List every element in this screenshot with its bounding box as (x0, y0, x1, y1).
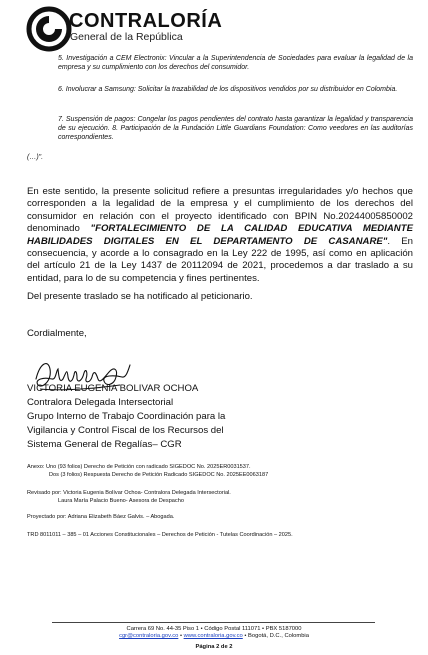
footer-separator: • (178, 633, 184, 639)
brand-subtitle: General de la República (70, 31, 183, 43)
footer-divider (52, 622, 375, 623)
quote-end: (…)". (27, 154, 44, 161)
footer-email-link[interactable]: cgr@contraloria.gov.co (119, 633, 179, 639)
anexo-line-2: Dos (3 folios) Respuesta Derecho de Petición Radicado SIGEDOC No. 2025EE0063187 (49, 472, 269, 478)
quote-item-5: 5. Investigación a CEM Electronix: Vincular a la Superintendencia de Sociedades para evaluar la legalidad de la empresa y su cumplimiento con los derechos del consumidor. (58, 55, 413, 71)
quote-item-6: 6. Involucrar a Samsung: Solicitar la trazabilidad de los dispositivos vendidos por su distribuidor en Colombia. (58, 86, 398, 93)
paragraph-main-start: En este sentido, la presente solicitud refiere a presuntas irregularidades y/o hechos que corresponden a la legalidad de la empresa y el cumplimiento de los derechos del consumidor en relación con el proyecto identificado con BPIN No.20244005850002 denominado (27, 186, 413, 235)
paragraph-main (27, 186, 413, 285)
signer-name: VICTORIA EUGENIA BOLIVAR OCHOA (27, 383, 199, 394)
footer-contact (0, 633, 428, 640)
reviewed-by-line-2: Laura María Palacio Bueno- Asesora de Despacho (58, 498, 184, 504)
closing-salutation: Cordialmente, (27, 328, 87, 339)
projected-by: Proyectado por: Adriana Elizabeth Báez Galvis. – Abogada. (27, 514, 175, 520)
footer-address: Carrera 69 No. 44-35 Piso 1 • Código Postal 111071 • PBX 5187000 (126, 626, 302, 632)
anexo-line-1: Anexo: Uno (93 folios) Derecho de Petición con radicado SIGEDOC No. 2025ER0031537. (27, 464, 251, 470)
signer-group-line-2: Vigilancia y Control Fiscal de los Recursos del (27, 425, 224, 436)
signer-group-line-1: Grupo Interno de Trabajo Coordinación para la (27, 411, 226, 422)
footer-city: • Bogotá, D.C., Colombia (242, 633, 309, 639)
page-number: Página 2 de 2 (195, 644, 233, 650)
signer-group-line-3: Sistema General de Regalías– CGR (27, 439, 182, 450)
project-name: "FORTALECIMIENTO DE LA CALIDAD EDUCATIVA MEDIANTE HABILIDADES DIGITALES EN EL DEPARTAMENTO DE CASANARE" (27, 223, 413, 247)
brand-name: CONTRALORÍA (69, 10, 223, 32)
footer-website-link[interactable]: www.contraloria.gov.co (183, 633, 243, 639)
quote-item-7: 7. Suspensión de pagos: Congelar los pagos pendientes del contrato hasta garantizar la legalidad y transparencia de su ejecución. 8. Participación de la Fundación Little Guardians Foundation: Como veedores en las auditorías correspondientes. (58, 116, 413, 141)
trd-reference: TRD 8011011 – 385 – 01 Acciones Constitucionales – Derechos de Petición - Tutelas Coordinación – 2025. (27, 532, 293, 538)
notification-paragraph: Del presente traslado se ha notificado al peticionario. (27, 291, 253, 302)
paragraph-main-end: . En consecuencia, y acorde a lo consagrado en la Ley 222 de 1995, así como en aplicación del artículo 21 de la Ley 1437 de 20112094 de 2021, procedemos a dar traslado a su entidad, para lo de su competencia y fines pertinentes. (27, 235, 413, 284)
contraloria-logo-icon (26, 6, 72, 52)
signer-role: Contralora Delegada Intersectorial (27, 397, 174, 408)
reviewed-by-line-1: Revisado por: Victoria Eugenia Bolívar Ochoa- Contralora Delegada Intersectorial. (27, 490, 231, 496)
